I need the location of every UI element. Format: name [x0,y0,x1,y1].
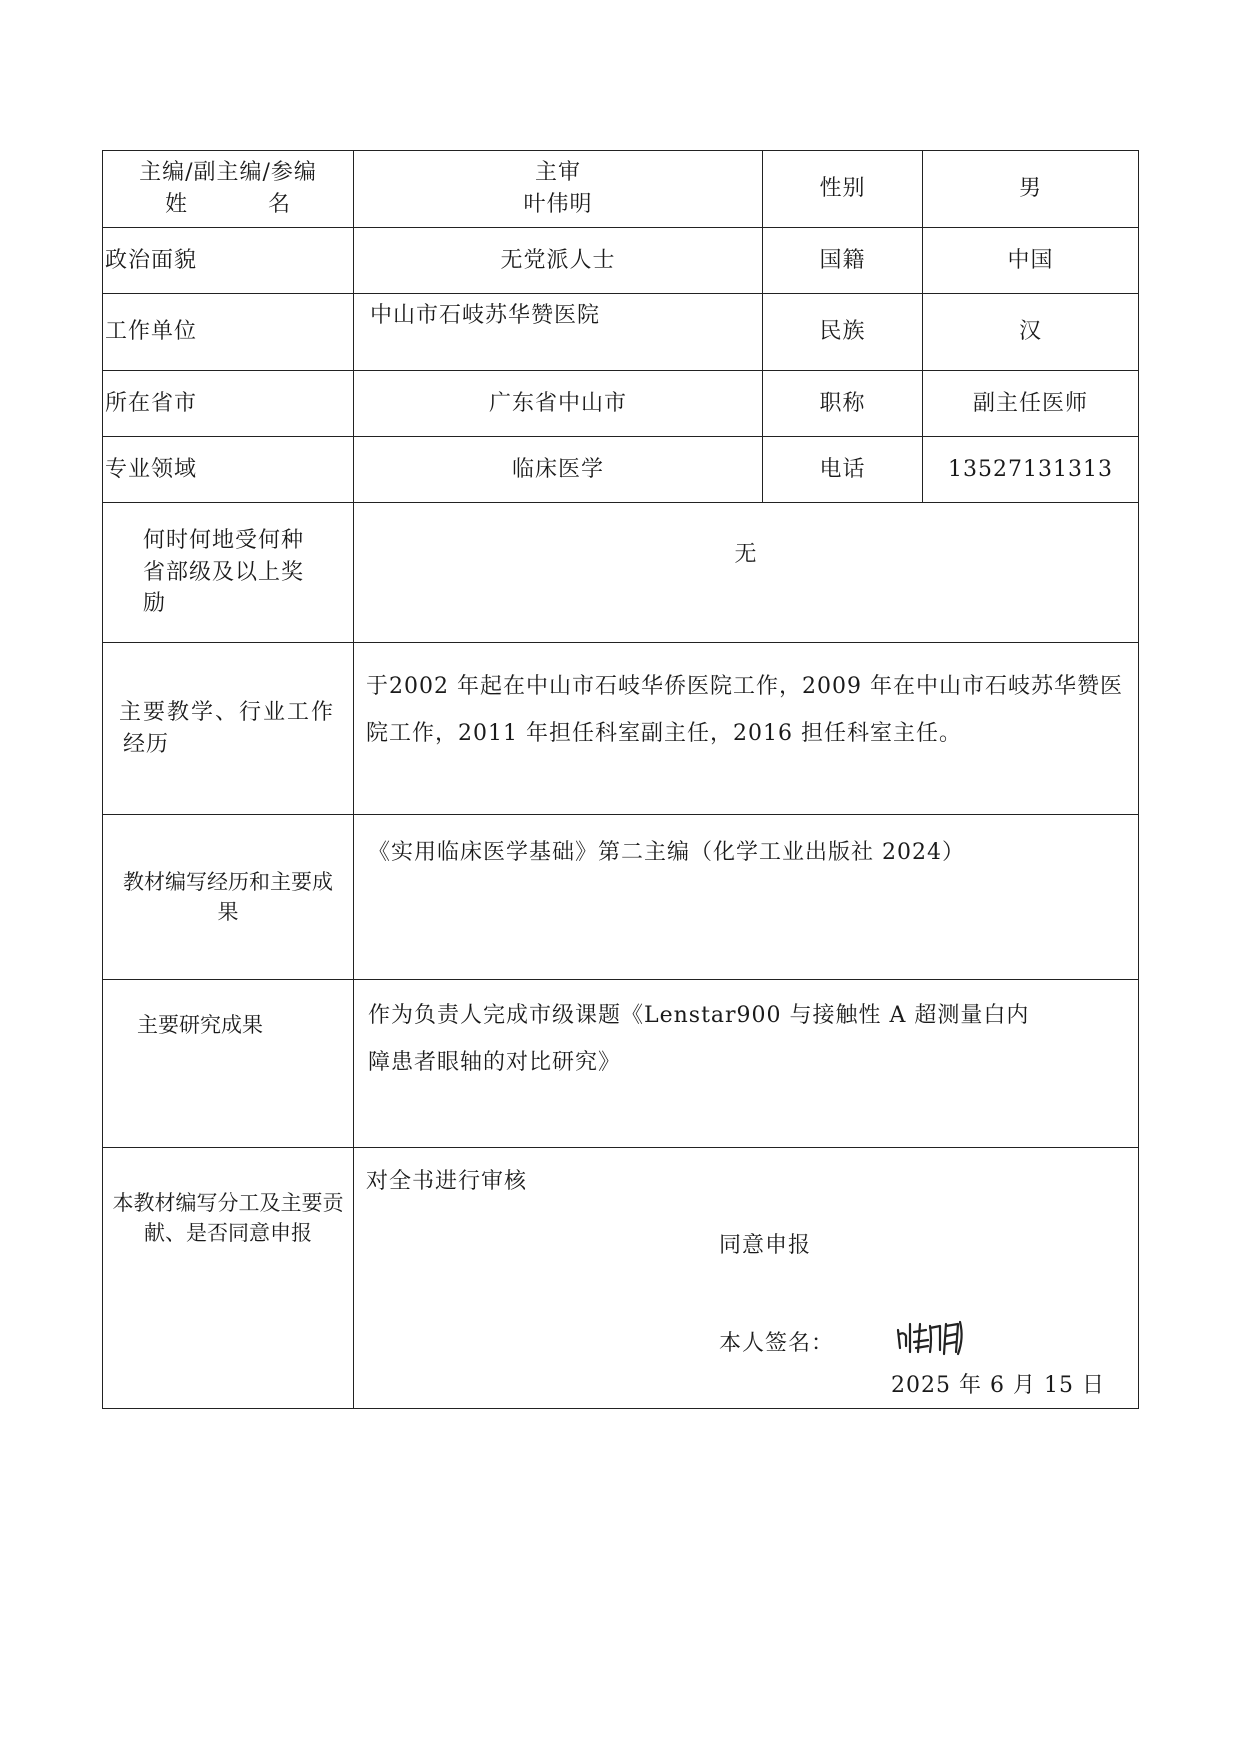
label-contribution-line2: 献、是否同意申报 [144,1221,312,1246]
row-political-status [103,228,1139,294]
value-ethnicity: 汉 [923,294,1139,371]
label-contribution [103,1148,354,1409]
value-experience [354,643,1139,815]
label-textbook-line2: 果 [217,900,239,924]
label-workplace: 工作单位 [103,294,354,371]
label-experience [103,643,354,815]
value-nationality: 中国 [923,228,1139,294]
label-awards [103,503,354,643]
agree-to-apply-text: 同意申报 [719,1233,812,1258]
value-specialty: 临床医学 [354,437,763,503]
signature-label: 本人签名： [719,1331,835,1356]
label-phone: 电话 [763,437,923,503]
value-textbook-text: 《实用临床医学基础》第二主编（化学工业出版社 2024） [368,840,965,865]
row-awards [103,503,1139,643]
label-political-status: 政治面貌 [103,228,354,294]
value-research [354,980,1139,1148]
handwritten-signature [894,1318,974,1356]
label-awards-line3: 励 [143,591,167,617]
label-research [103,980,354,1148]
label-experience-line1: 主要教学、行业工作 [119,699,336,725]
value-professional-title: 副主任医师 [923,371,1139,437]
label-nationality: 国籍 [763,228,923,294]
row-specialty [103,437,1139,503]
value-role-name [354,151,763,228]
contribution-text: 对全书进行审核 [366,1169,528,1194]
label-experience-line2: 经历 [123,731,170,757]
value-workplace [354,294,763,371]
row-contribution [103,1148,1139,1409]
label-specialty: 专业领域 [103,437,354,503]
label-editor-role-line: 主编/副主编/参编 [139,160,317,186]
row-experience [103,643,1139,815]
value-gender: 男 [923,151,1139,228]
label-province-city: 所在省市 [103,371,354,437]
value-role: 主审 [534,160,581,186]
value-workplace-text: 中山市石岐苏华赞医院 [370,303,601,328]
value-awards-text: 无 [734,542,758,567]
value-experience-line1: 于2002 年起在中山市石岐华侨医院工作，2009 年在中山市石岐苏华赞医 [366,674,1123,699]
row-textbook [103,815,1139,980]
label-contribution-line1: 本教材编写分工及主要贡 [112,1191,344,1215]
label-textbook-line1: 教材编写经历和主要成 [123,869,333,894]
value-textbook [354,815,1139,980]
label-ethnicity: 民族 [763,294,923,371]
row-name [103,151,1139,228]
label-textbook [103,815,354,980]
value-awards [354,503,1139,643]
value-phone: 13527131313 [923,437,1139,503]
label-research-text: 主要研究成果 [137,1013,263,1037]
value-research-line2: 障患者眼轴的对比研究》 [368,1050,622,1076]
row-province-city [103,371,1139,437]
row-workplace [103,294,1139,371]
signature-zone [354,1148,1138,1408]
label-name-line: 姓 名 [165,192,291,217]
label-awards-line1: 何时何地受何种 [143,527,305,553]
label-awards-line2: 省部级及以上奖 [143,559,305,585]
value-province-city: 广东省中山市 [354,371,763,437]
signature-date: 2025 年 6 月 15 日 [891,1373,1105,1398]
value-name: 叶伟明 [523,192,593,217]
label-gender: 性别 [763,151,923,228]
value-research-line1: 作为负责人完成市级课题《Lenstar900 与接触性 A 超测量白内 [368,1003,1030,1028]
label-editor-name [103,151,354,228]
value-experience-line2: 院工作，2011 年担任科室副主任，2016 担任科室主任。 [366,721,962,747]
row-research [103,980,1139,1148]
value-contribution [354,1148,1139,1409]
label-professional-title: 职称 [763,371,923,437]
application-form-table [102,150,1139,1409]
value-political-status: 无党派人士 [354,228,763,294]
